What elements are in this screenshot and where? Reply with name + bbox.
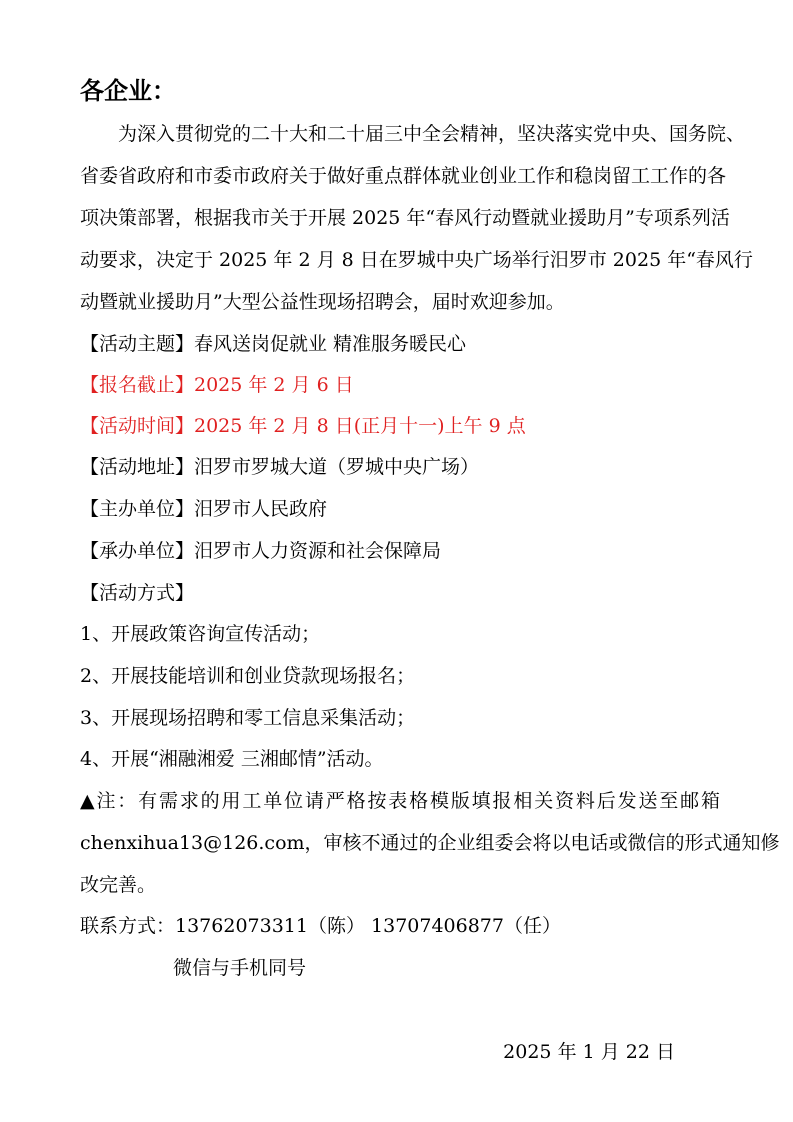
intro-line-4: 动要求，决定于 2025 年 2 月 8 日在罗城中央广场举行汨罗市 2025 年“春风行: [80, 249, 753, 271]
activity-methods-title: 【活动方式】: [80, 582, 195, 604]
method-item: 2、开展技能培训和创业贷款现场报名；: [80, 665, 416, 687]
document-date: 2025 年 1 月 22 日: [503, 1041, 675, 1063]
activity-time: 【活动时间】2025 年 2 月 8 日(正月十一)上午 9 点: [80, 415, 526, 437]
note-line-1: ▲注：有需求的用工单位请严格按表格模版填报相关资料后发送至邮箱: [80, 790, 720, 812]
intro-line-3: 项决策部署，根据我市关于开展 2025 年“春风行动暨就业援助月”专项系列活: [80, 207, 730, 229]
method-item: 1、开展政策咨询宣传活动；: [80, 623, 321, 645]
intro-line-5: 动暨就业援助月”大型公益性现场招聘会，届时欢迎参加。: [80, 291, 565, 313]
method-item: 4、开展“湘融湘爱 三湘邮情”活动。: [80, 748, 384, 770]
salutation: 各企业：: [80, 76, 176, 105]
intro-line-1: 为深入贯彻党的二十大和二十届三中全会精神，坚决落实党中央、国务院、: [118, 123, 746, 145]
registration-deadline: 【报名截止】2025 年 2 月 6 日: [80, 374, 354, 396]
intro-line-2: 省委省政府和市委市政府关于做好重点群体就业创业工作和稳岗留工工作的各: [80, 165, 727, 187]
contact-note: 微信与手机同号: [173, 957, 307, 979]
contact-info: 联系方式：13762073311（陈） 13707406877（任）: [80, 915, 561, 937]
host-unit: 【主办单位】汨罗市人民政府: [80, 498, 328, 520]
note-line-3: 改完善。: [80, 874, 157, 896]
organizing-unit: 【承办单位】汨罗市人力资源和社会保障局: [80, 540, 442, 562]
method-item: 3、开展现场招聘和零工信息采集活动；: [80, 707, 416, 729]
activity-location: 【活动地址】汨罗市罗城大道（罗城中央广场）: [80, 456, 480, 478]
activity-theme: 【活动主题】春风送岗促就业 精准服务暖民心: [80, 333, 467, 355]
note-line-2: chenxihua13@126.com，审核不通过的企业组委会将以电话或微信的形式通知修: [80, 832, 780, 854]
